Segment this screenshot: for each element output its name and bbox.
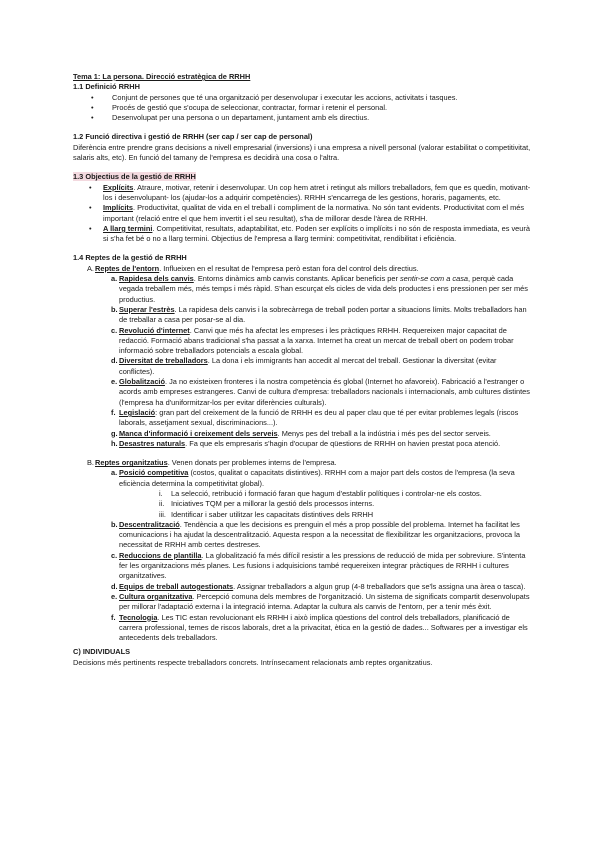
- list-item: [95, 613, 531, 644]
- item-text: , perquè cada vegada treballem més, més temps i més ràpid. S'han escurçat els cicles de vida dels productes i ens pressionen per ser més productius.: [119, 274, 528, 304]
- list-item: [95, 489, 531, 499]
- list-item: [95, 520, 531, 551]
- item-text: La selecció, retribució i formació faran que hagum d'establir polítiques i controlar-ne els costos.: [171, 488, 482, 498]
- list-marker: d.: [111, 581, 118, 591]
- item-text: . Fa que els empresaris s'hagin d'ocupar de qüestions de RRHH on havien prestat poca atenció.: [185, 438, 501, 448]
- item-text: . La globalització fa més difícil resistir a les pressions de reducció de mida per sobreviure. S'intenta fer les organitzacions més planes. Les fusions i adquisicions també requereixen integrar pràctiques de RRHH i cultures organitzatives.: [119, 550, 526, 581]
- list-marker: d.: [111, 356, 118, 366]
- term: Posició competitiva: [119, 468, 189, 478]
- list-marker: c.: [111, 325, 118, 335]
- section-1-2-heading: 1.2 Funció directiva i gestió de RRHH (ser cap / ser cap de personal): [73, 132, 313, 142]
- term: Legislació: [119, 407, 156, 417]
- list-item: [73, 224, 531, 245]
- item-text: . Entorns dinàmics amb canvis constants. Aplicar beneficis per: [193, 274, 400, 284]
- item-text: . Canvi que més ha afectat les empreses i les pràctiques RRHH. Requereixen major capacitat de redacció. Formació abans tradicional s'ha passat a la xarxa. Internet ha creat un mercat de treball obert on podem trobar informació sobre treballadors potencials a escala global.: [119, 325, 514, 356]
- list-item: • Desenvolupat per una persona o un departament, juntament amb els directius.: [73, 113, 531, 123]
- section-1-1-heading: 1.1 Definició RRHH: [73, 82, 140, 92]
- term: Equips de treball autogestionats: [119, 581, 234, 591]
- list-item: [95, 305, 531, 326]
- list-marker: a.: [111, 468, 118, 478]
- section-1-3-heading: [73, 172, 531, 182]
- list-item: [73, 458, 531, 643]
- list-marker: ii.: [159, 499, 165, 509]
- item-text: Iniciatives TQM per a millorar la gestió dels processos interns.: [171, 499, 375, 509]
- item-text: . Atraure, motivar, retenir i desenvolupar. Un cop hem atret i retingut als millors treballadors, fem que es quedin, motivant-los i desenvolupant- los (ajudar-los a adquirir competències). RRHH s'encarrega de les gestions, horaris, pagaments, etc.: [103, 182, 531, 202]
- term: Globalització: [119, 377, 165, 387]
- list-marker: c.: [111, 550, 118, 560]
- item-text: Identificar i saber utilitzar les capacitats distintives dels RRHH: [171, 509, 374, 519]
- sublist: [95, 520, 531, 644]
- term: A llarg termini: [103, 223, 153, 233]
- document-title: Tema 1: La persona. Direcció estratègica de RRHH: [73, 72, 251, 81]
- item-text: . La dona i els immigrants han accedit al mercat del treball. Gestionar la diversitat (evitar conflictes).: [119, 356, 497, 376]
- list-item: [73, 203, 531, 224]
- list-marker: e.: [111, 377, 118, 387]
- list-item: [73, 183, 531, 204]
- list-item: [73, 264, 531, 449]
- list-item: [95, 274, 531, 305]
- section-1-2-text: Diferència entre prendre grans decisions a nivell empresarial (inversions) i una empresa a nivell personal (valorar estabilitat o competitivitat, salaris alts, etc). En funció del tamany de l'empresa es decidirà una cosa o l'altra.: [73, 142, 531, 163]
- list-item: [95, 468, 531, 489]
- item-text: . Ja no existeixen fronteres i la nostra competència és global (Internet ho afavoreix). Fabricació a l'estranger o acords amb empreses estrangeres. Canvi de cultura d'empresa: treballadors nacionals i internacionals, amb cultures distintes (l'empresa ha d'uniformitzar-los per evitar diferències culturals).: [119, 377, 530, 407]
- list-item: [95, 408, 531, 429]
- list-item: • Conjunt de persones que té una organització per desenvolupar i executar les accions, activitats i tasques.: [73, 93, 531, 103]
- term: Revolució d'internet: [119, 325, 190, 335]
- term: Tecnologia: [119, 612, 158, 622]
- section-1-4-list: [73, 264, 531, 644]
- section-1-1-list: [73, 93, 531, 124]
- list-marker: f.: [111, 407, 116, 417]
- term: Descentralització: [119, 519, 180, 529]
- list-item: [95, 439, 531, 449]
- term: Manca d'informació i creixement dels serveis: [119, 428, 278, 438]
- section-c-text: Decisions més pertinents respecte treballadors concrets. Intrínsecament relacionats amb reptes organitzatius.: [73, 657, 433, 667]
- section-1-4-heading: 1.4 Reptes de la gestió de RRHH: [73, 253, 187, 263]
- list-marker: B.: [87, 458, 94, 468]
- list-item: [95, 551, 531, 582]
- highlighted-heading: 1.3 Objectius de la gestió de RRHH: [73, 172, 196, 182]
- item-text: . Venen donats per problemes interns de l'empresa.: [167, 458, 337, 468]
- item-text: . Menys pes del treball a la indústria i més pes del sector serveis.: [277, 428, 491, 438]
- list-marker: h.: [111, 438, 118, 448]
- list-marker: g.: [111, 428, 118, 438]
- list-item: [95, 429, 531, 439]
- term: Explícits: [103, 182, 134, 192]
- list-marker: a.: [111, 274, 118, 284]
- item-text: . Tendència a que les decisions es prenguin el més a prop possible del problema. Internet ha facilitat les comunicacions i ha ajudat la descentralització. Aquesta respon a la necessitat de flexibilitzar les organitzacions, provoca la necessitat de RRHH amb certes destreses.: [119, 519, 520, 550]
- item-text: . Competitivitat, resultats, adaptabilitat, etc. Poden ser explícits o implícits i no són de resposta immediata, es veurà si s'ha fet bé o no a llarg termini. Objectius de l'empresa a llarg termini: competitivitat, rendibilitat i eficiència.: [103, 223, 530, 244]
- term: Implícits: [103, 203, 133, 213]
- list-item: [95, 377, 531, 408]
- item-text: . Assignar treballadors a algun grup (4-8 treballadors que se'ls assigna una àrea o tasca).: [233, 581, 526, 591]
- term: Reduccions de plantilla: [119, 550, 202, 560]
- list-marker: b.: [111, 519, 118, 529]
- list-item: [95, 499, 531, 509]
- term: Rapidesa dels canvis: [119, 274, 194, 284]
- term: Reptes de l'entorn: [95, 263, 160, 273]
- term: Superar l'estrès: [119, 304, 175, 314]
- list-item: [95, 510, 531, 520]
- list-item: [95, 592, 531, 613]
- list-marker: e.: [111, 591, 118, 601]
- item-text: : gran part del creixement de la funció de RRHH es deu al paper clau que té per evitar problemes legals (riscos laborals, assetjament sexual, discriminacions...).: [119, 407, 519, 428]
- term: Desastres naturals: [119, 438, 186, 448]
- list-marker: iii.: [159, 509, 166, 519]
- item-text: . Influeixen en el resultat de l'empresa però estan fora del control dels directius.: [159, 263, 419, 273]
- list-item: [95, 356, 531, 377]
- section-c-heading: C) INDIVIDUALS: [73, 647, 131, 657]
- list-item: [95, 582, 531, 592]
- sublist: [95, 274, 531, 449]
- sublist: [95, 468, 531, 489]
- section-1-3-list: [73, 183, 531, 245]
- item-text: . La rapidesa dels canvis i la sobrecàrrega de treball poden portar a situacions límits. Molts treballadors han de treballar a casa per posar-se al dia.: [119, 304, 527, 325]
- list-marker: i.: [159, 488, 163, 498]
- item-text: . Percepció comuna dels membres de l'organització. Un sistema de significats compartit desenvolupats per millorar l'adaptació externa i la integració interna. Adaptar la cultura als canvis de l'entorn, per a tenir més èxit.: [119, 591, 530, 612]
- term: Cultura organitzativa: [119, 591, 193, 601]
- roman-sublist: [95, 489, 531, 520]
- emphasis-text: sentir-se com a casa: [399, 274, 469, 284]
- list-marker: A.: [87, 263, 94, 273]
- item-text: . Productivitat, qualitat de vida en el treball i compliment de la normativa. No són tant evidents. Productivitat com el més important (relació entre el que hem invertit i el seu resultat), s'ha de millorar desde l'àrea de RRHH.: [103, 203, 525, 223]
- list-item: • Procés de gestió que s'ocupa de seleccionar, contractar, formar i retenir el personal.: [73, 103, 531, 113]
- list-marker: b.: [111, 304, 118, 314]
- item-text: . Les TIC estan revolucionant els RRHH i això implica qüestions del control dels treballadors, planificació de carrera professional, temes de riscos laborals, dret a la privacitat, ètica en la gestió de dades... Softwares per a investigar els antecedents dels treballadors.: [119, 612, 528, 643]
- list-marker: f.: [111, 612, 116, 622]
- item-text: (costos, qualitat o capacitats distintives). RRHH com a major part dels costos de l'empresa (la seva eficiència determina la competitivitat global).: [119, 468, 515, 488]
- document-page: [73, 72, 531, 668]
- term: Diversitat de treballadors: [119, 356, 208, 366]
- term: Reptes organitzatius: [95, 458, 168, 468]
- list-item: [95, 326, 531, 357]
